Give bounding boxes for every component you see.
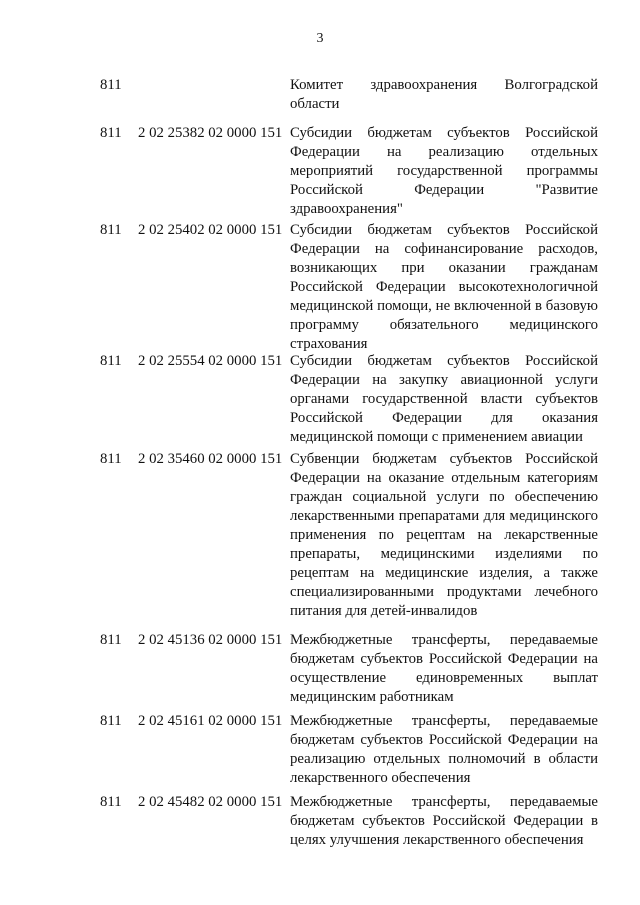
admin-code: 811: [100, 353, 122, 369]
revenue-description: Межбюджетные трансферты, передаваемые бюджетам субъектов Российской Федерации на реализацию отдельных полномочий в области лекарственного обеспечения: [290, 713, 598, 786]
revenue-description: Межбюджетные трансферты, передаваемые бюджетам субъектов Российской Федерации в целях улучшения лекарственного обеспечения: [290, 794, 598, 848]
admin-code: 811: [100, 125, 122, 141]
budget-classification-code: 2 02 25382 02 0000 151: [138, 125, 283, 141]
budget-classification-code: 2 02 45161 02 0000 151: [138, 713, 283, 729]
revenue-description: Субсидии бюджетам субъектов Российской Федерации на софинансирование расходов, возникающих при оказании гражданам Российской Федерации высокотехнологичной медицинской помощи, не включенной в базовую программу обязательного медицинского страхования: [290, 222, 598, 352]
admin-code: 811: [100, 451, 122, 467]
admin-code: 811: [100, 632, 122, 648]
revenue-description: Межбюджетные трансферты, передаваемые бюджетам субъектов Российской Федерации на осуществление единовременных выплат медицинским работникам: [290, 632, 598, 705]
admin-code: 811: [100, 222, 122, 238]
revenue-description: Субвенции бюджетам субъектов Российской Федерации на оказание отдельным категориям граждан социальной услуги по обеспечению лекарственными препаратами для медицинского применения по рецептам на лекарственные препараты, медицинскими изделиями по рецептам на медицинские изделия, а также специализированными продуктами лечебного питания для детей-инвалидов: [290, 451, 598, 619]
page-number: 3: [316, 31, 324, 46]
budget-classification-code: 2 02 45136 02 0000 151: [138, 632, 283, 648]
budget-classification-code: 2 02 35460 02 0000 151: [138, 451, 283, 467]
revenue-description: Комитет здравоохранения Волгоградской области: [290, 77, 598, 112]
budget-classification-code: 2 02 45482 02 0000 151: [138, 794, 283, 810]
revenue-description: Субсидии бюджетам субъектов Российской Федерации на закупку авиационной услуги органами государственной власти субъектов Российской Федерации для оказания медицинской помощи с применением авиации: [290, 353, 598, 445]
revenue-description: Субсидии бюджетам субъектов Российской Федерации на реализацию отдельных мероприятий государственной программы Российской Федерации "Развитие здравоохранения": [290, 125, 598, 217]
admin-code: 811: [100, 794, 122, 810]
admin-code: 811: [100, 713, 122, 729]
budget-classification-code: 2 02 25554 02 0000 151: [138, 353, 283, 369]
admin-code: 811: [100, 77, 122, 93]
budget-classification-code: 2 02 25402 02 0000 151: [138, 222, 283, 238]
